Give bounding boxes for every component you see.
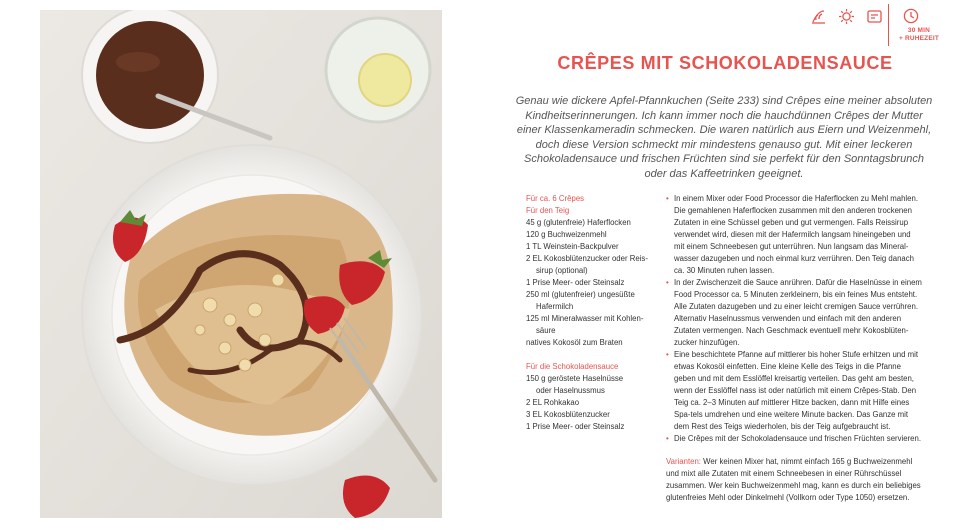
ingredient-item: 150 g geröstete Haselnüsse: [526, 374, 624, 383]
recipe-intro: Genau wie dickere Apfel-Pfannkuchen (Seite 233) sind Crêpes eine meiner absoluten Kindheitserinnerungen. Ich kann immer noch die hauchdünnen Crêpes der Mutter einer Klassenkameradin schmecken. Die waren natürlich aus Eiern und Weizenmehl, doch diese Version schmeckt mir mindestens genauso gut. Mit einer leckeren Schokoladensauce und frischen Früchten sind sie perfekt für den Sonntagsbrunch oder das Kaffeetrinken geeignet.: [515, 95, 933, 180]
clock-icon: [903, 8, 919, 24]
ingredient-item: 45 g (glutenfreie) Haferflocken: [526, 218, 631, 227]
instruction-step: • In der Zwischenzeit die Sauce anrühren. Dafür die Haselnüsse in einem Food Processor ca. 5 Minuten zerkleinern, bis ein feines Mus entsteht. Alle Zutaten dazugeben und zu einer leicht cremigen Sauce verrühren. Alternativ Haselnussmus verwenden und einfach mit den anderen Zutaten vermengen. Nach Geschmack eventuell mehr Kokosblüten-zucker hinzufügen.: [666, 277, 922, 349]
ingredient-item: 120 g Buchweizenmehl: [526, 230, 607, 239]
ingredient-item: 3 EL Kokosblütenzucker: [526, 410, 610, 419]
ingredient-item: 1 Prise Meer- oder Steinsalz: [526, 278, 625, 287]
ingredient-item: 1 TL Weinstein-Backpulver: [526, 242, 619, 251]
instruction-step: • In einem Mixer oder Food Processor die Haferflocken zu Mehl mahlen. Die gemahlenen Haferflocken zusammen mit den anderen trockenen Zutaten in eine Schüssel geben und gut vermengen. Falls Reissirup verwendet wird, diesen mit der Hafermilch langsam hineingeben und mit einem Schneebesen gut unterrühren. Nun langsam das Mineral-wasser dazugeben und noch einmal kurz verrühren. Den Teig danach ca. 30 Minuten ruhen lassen.: [666, 193, 922, 277]
pan-icon: [866, 8, 883, 25]
prep-time-rest: + RUHEZEIT: [898, 35, 940, 42]
variants-note: [666, 456, 922, 504]
ingredients-column: [526, 193, 651, 433]
ingredient-item-cont: sirup (optional): [536, 266, 588, 275]
instruction-step: • Die Crêpes mit der Schokoladensauce und frischen Früchten servieren.: [666, 433, 922, 445]
instruction-step: • Eine beschichtete Pfanne auf mittlerer bis hoher Stufe erhitzen und mit etwas Kokosöl einfetten. Eine kleine Kelle des Teigs in die Pfanne geben und mit dem Esslöffel kreisartig verteilen. Das geht am besten, wenn der Esslöffel nass ist oder natürlich mit einem Crêpes-Stab. Den Teig ca. 2–3 Minuten auf mittlerer Hitze backen, dann mit Hilfe eines Spa-tels umdrehen und eine weitere Minute backen. Das Ganze mit dem Rest des Teigs wiederholen, bis der Teig aufgebraucht ist.: [666, 349, 922, 433]
gluten-free-icon: [810, 8, 827, 25]
instructions-column: [666, 193, 922, 504]
variants-label: Varianten:: [666, 457, 701, 466]
ingredient-item: 1 Prise Meer- oder Steinsalz: [526, 422, 625, 431]
ingredient-item-cont: oder Haselnussmus: [536, 386, 605, 395]
ingredient-item: 2 EL Rohkakao: [526, 398, 580, 407]
crepes-photo-illustration: [40, 10, 442, 518]
ingredient-item: 125 ml Mineralwasser mit Kohlen-: [526, 314, 644, 323]
ingredient-item: natives Kokosöl zum Braten: [526, 338, 623, 347]
ingredient-item-cont: säure: [536, 326, 556, 335]
dough-heading: Für den Teig: [526, 206, 570, 215]
recipe-title: CRÊPES MIT SCHOKOLADENSAUCE: [557, 53, 893, 73]
yield-label: Für ca. 6 Crêpes: [526, 194, 585, 203]
sauce-heading: Für die Schokoladensauce: [526, 362, 619, 371]
prep-time-main: 30 MIN: [907, 27, 931, 34]
ingredient-item-cont: Hafermilch: [536, 302, 574, 311]
recipe-photo: [40, 10, 442, 518]
prep-time: [889, 27, 949, 43]
recipe-icon-row: [810, 8, 883, 25]
ingredient-item: 2 EL Kokosblütenzucker oder Reis-: [526, 254, 648, 263]
sun-icon: [838, 8, 855, 25]
ingredient-item: 250 ml (glutenfreier) ungesüßte: [526, 290, 635, 299]
variants-text: Wer keinen Mixer hat, nimmt einfach 165 g Buchweizenmehl und mixt alle Zutaten mit einem Schneebesen in einer Rührschüssel zusammen. Wer kein Buchweizenmehl mag, kann es durch ein beliebiges glutenfreies Mehl oder Dinkelmehl (Vollkorn oder Type 1050) ersetzen.: [666, 457, 921, 502]
